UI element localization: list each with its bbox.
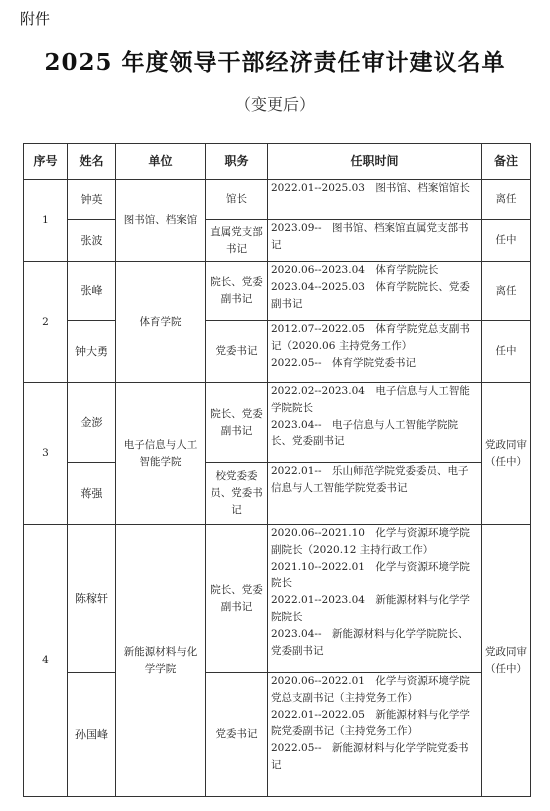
note-cell: 党政同审（任中） bbox=[482, 525, 531, 797]
header-name: 姓名 bbox=[68, 144, 116, 180]
tenure-line: 2023.09-- 图书馆、档案馆直属党支部书记 bbox=[271, 222, 469, 251]
tenure-line: 2022.01--2022.05 新能源材料与化学学院党委副书记（主持党务工作） bbox=[271, 708, 470, 738]
tenure-line: 2020.06--2023.04 体育学院院长 bbox=[271, 264, 439, 276]
unit-cell: 图书馆、档案馆 bbox=[116, 180, 206, 262]
tenure-cell bbox=[268, 525, 482, 673]
position-cell: 党委书记 bbox=[206, 673, 268, 797]
note-cell: 任中 bbox=[482, 321, 531, 383]
audit-list-table bbox=[23, 143, 531, 797]
seq-cell: 1 bbox=[24, 180, 68, 262]
table-row bbox=[24, 262, 531, 321]
table-row bbox=[24, 383, 531, 463]
position-cell: 院长、党委副书记 bbox=[206, 525, 268, 673]
table-header-row bbox=[24, 144, 531, 180]
name-cell: 张峰 bbox=[68, 262, 116, 321]
tenure-cell bbox=[268, 383, 482, 463]
name-cell: 钟大勇 bbox=[68, 321, 116, 383]
tenure-line: 2023.04-- 新能源材料与化学学院院长、党委副书记 bbox=[271, 627, 469, 657]
position-cell: 院长、党委副书记 bbox=[206, 262, 268, 321]
tenure-cell bbox=[268, 321, 482, 383]
header-tenure: 任职时间 bbox=[268, 144, 482, 180]
tenure-line: 2022.05-- 新能源材料与化学学院党委书记 bbox=[271, 742, 469, 771]
tenure-line: 2022.01--2025.03 图书馆、档案馆馆长 bbox=[271, 182, 470, 194]
tenure-line: 2022.01-- 乐山师范学院党委委员、电子信息与人工智能学院党委书记 bbox=[271, 465, 469, 494]
name-cell: 陈稼轩 bbox=[68, 525, 116, 673]
table-row bbox=[24, 220, 531, 262]
table-row bbox=[24, 673, 531, 797]
tenure-line: 2012.07--2022.05 体育学院党总支副书记（2020.06 主持党务工作） bbox=[271, 323, 470, 352]
name-cell: 钟英 bbox=[68, 180, 116, 220]
header-seq: 序号 bbox=[24, 144, 68, 180]
seq-cell: 4 bbox=[24, 525, 68, 797]
unit-cell: 体育学院 bbox=[116, 262, 206, 383]
tenure-cell bbox=[268, 673, 482, 797]
position-cell: 直属党支部书记 bbox=[206, 220, 268, 262]
unit-cell: 电子信息与人工智能学院 bbox=[116, 383, 206, 525]
header-note: 备注 bbox=[482, 144, 531, 180]
tenure-cell bbox=[268, 180, 482, 220]
tenure-cell bbox=[268, 262, 482, 321]
attachment-label: 附件 bbox=[20, 10, 51, 28]
name-cell: 孙国峰 bbox=[68, 673, 116, 797]
seq-cell: 2 bbox=[24, 262, 68, 383]
note-cell: 离任 bbox=[482, 180, 531, 220]
unit-cell: 新能源材料与化学学院 bbox=[116, 525, 206, 797]
tenure-line: 2023.04-- 电子信息与人工智能学院院长、党委副书记 bbox=[271, 418, 459, 448]
tenure-cell bbox=[268, 463, 482, 525]
note-cell: 党政同审（任中） bbox=[482, 383, 531, 525]
tenure-line: 2020.06--2022.01 化学与资源环境学院党总支副书记（主持党务工作） bbox=[271, 675, 470, 704]
position-cell: 馆长 bbox=[206, 180, 268, 220]
tenure-cell bbox=[268, 220, 482, 262]
name-cell: 蒋强 bbox=[68, 463, 116, 525]
tenure-line: 2021.10--2022.01 化学与资源环境学院院长 bbox=[271, 560, 470, 590]
header-position: 职务 bbox=[206, 144, 268, 180]
note-cell: 任中 bbox=[482, 220, 531, 262]
name-cell: 金澎 bbox=[68, 383, 116, 463]
table-row bbox=[24, 321, 531, 383]
position-cell: 党委书记 bbox=[206, 321, 268, 383]
tenure-line: 2022.02--2023.04 电子信息与人工智能学院院长 bbox=[271, 385, 470, 414]
name-cell: 张波 bbox=[68, 220, 116, 262]
document-title: 2025 年度领导干部经济责任审计建议名单 bbox=[44, 49, 506, 76]
table-row bbox=[24, 180, 531, 220]
tenure-line: 2023.04--2025.03 体育学院院长、党委副书记 bbox=[271, 280, 470, 310]
tenure-line: 2022.05-- 体育学院党委书记 bbox=[271, 356, 417, 369]
table-row bbox=[24, 463, 531, 525]
position-cell: 校党委委员、党委书记 bbox=[206, 463, 268, 525]
document-subtitle: （变更后） bbox=[234, 95, 315, 114]
seq-cell: 3 bbox=[24, 383, 68, 525]
tenure-line: 2020.06--2021.10 化学与资源环境学院副院长（2020.12 主持行政工作） bbox=[271, 527, 470, 556]
tenure-line: 2022.01--2023.04 新能源材料与化学学院院长 bbox=[271, 594, 470, 623]
note-cell: 离任 bbox=[482, 262, 531, 321]
table-row bbox=[24, 525, 531, 673]
header-unit: 单位 bbox=[116, 144, 206, 180]
position-cell: 院长、党委副书记 bbox=[206, 383, 268, 463]
